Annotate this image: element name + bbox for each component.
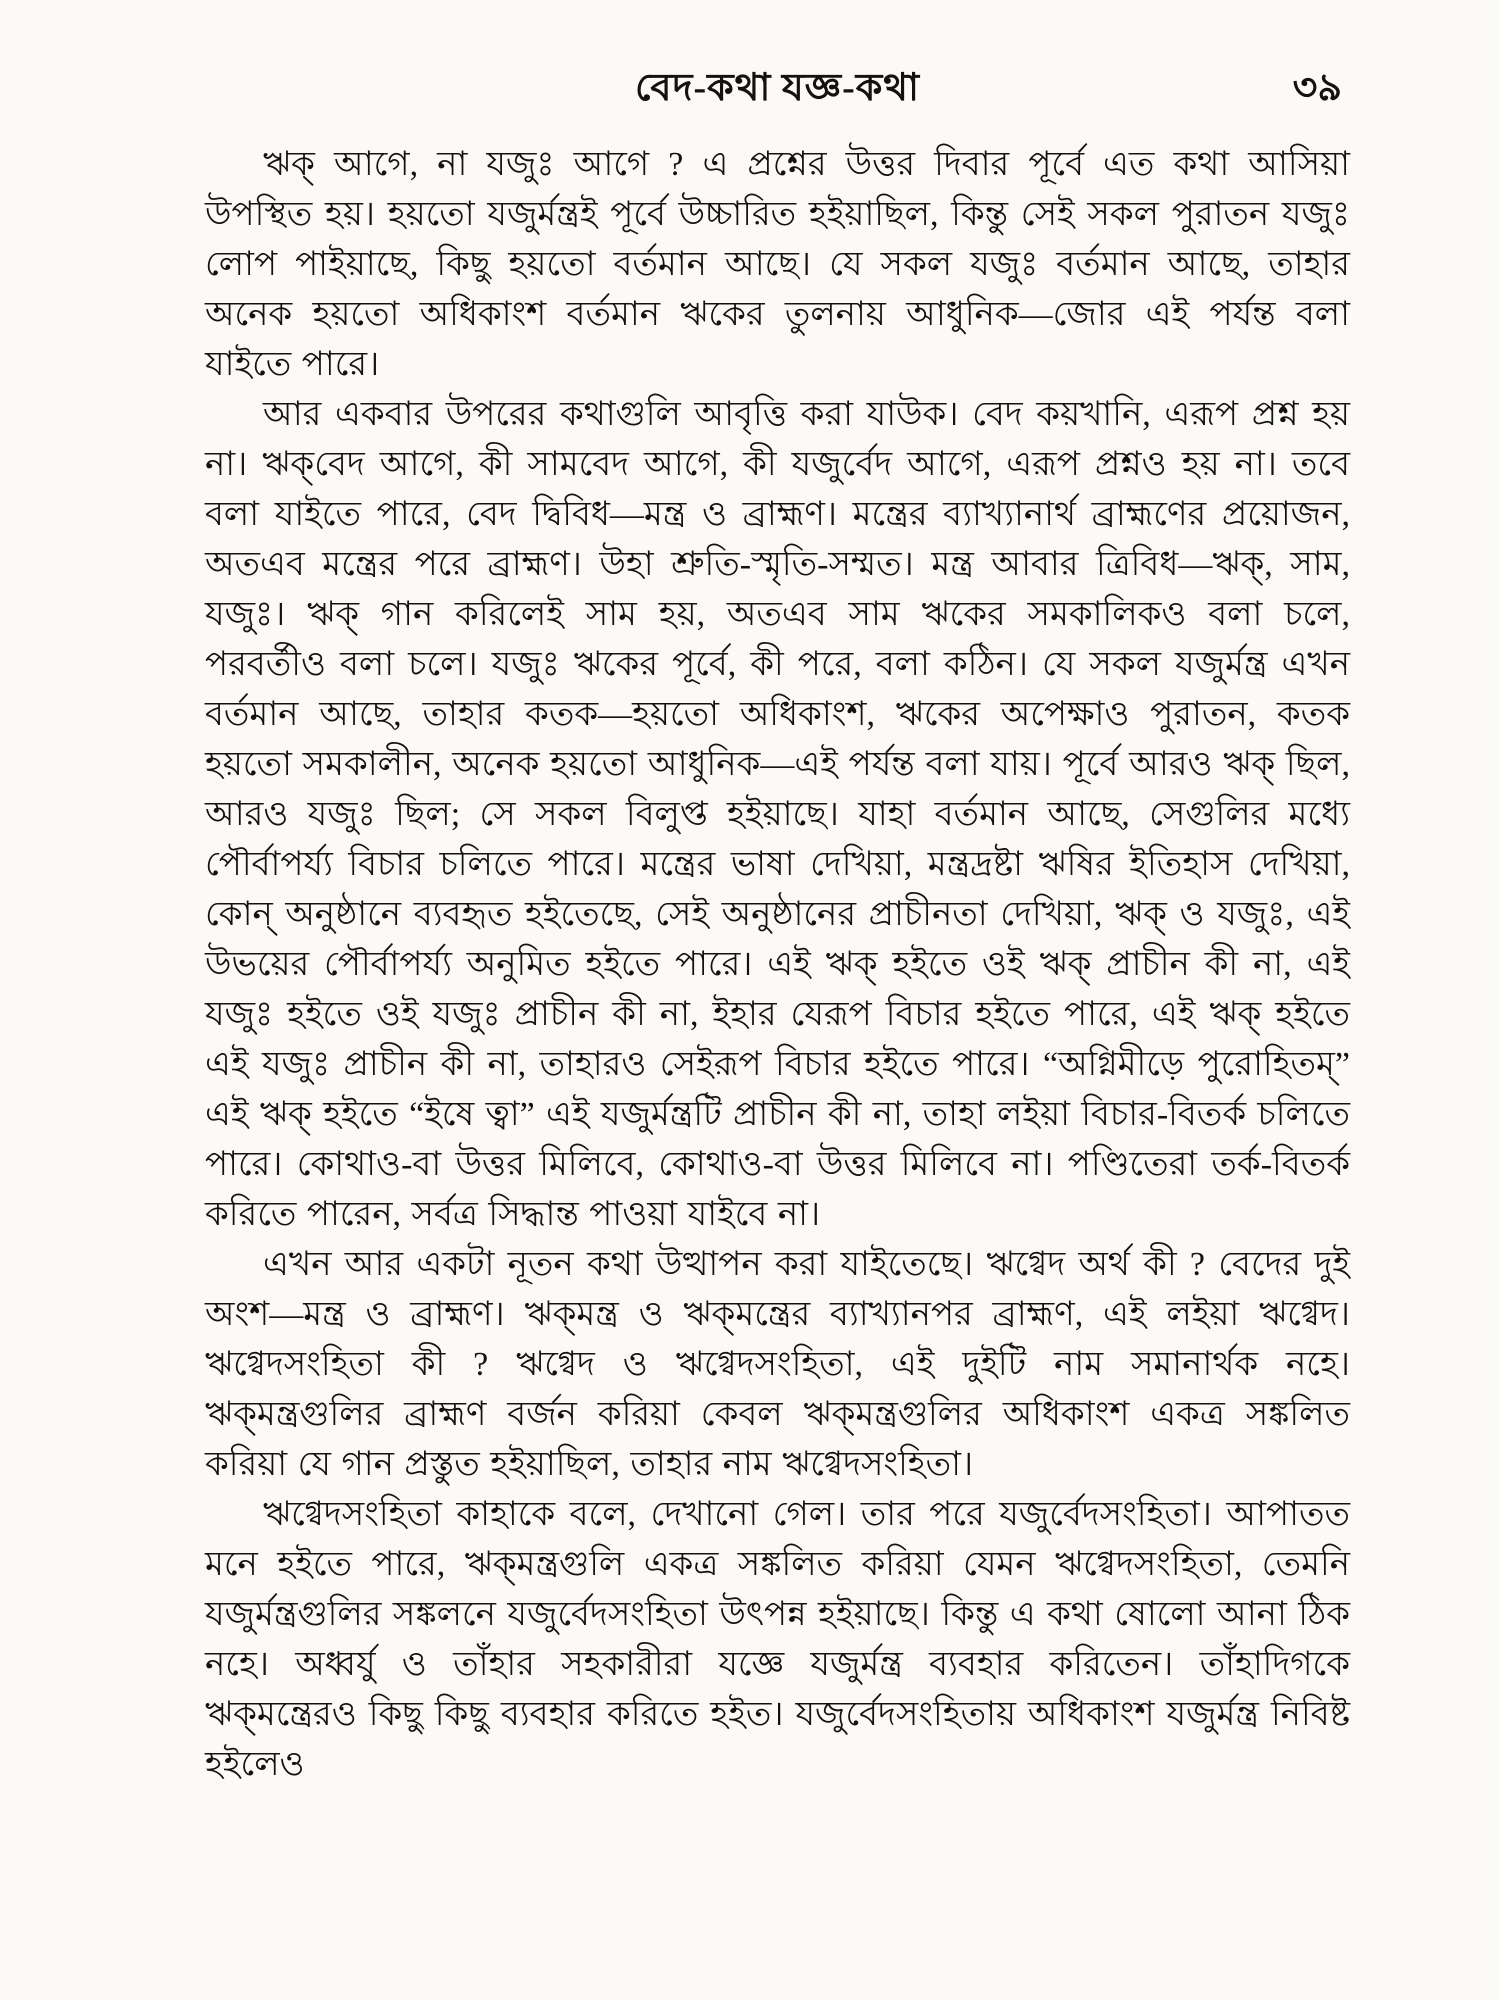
page-title: বেদ-কথা যজ্ঞ-কথা (634, 67, 921, 109)
page-body (205, 140, 1350, 1790)
paragraph: আর একবার উপরের কথাগুলি আবৃত্তি করা যাউক। বেদ কয়খানি, এরূপ প্রশ্ন হয় না। ঋক্‌বেদ আগে, কী সামবেদ আগে, কী যজুর্বেদ আগে, এরূপ প্রশ্নও হয় না। তবে বলা যাইতে পারে, বেদ দ্বিবিধ—মন্ত্র ও ব্রাহ্মণ। মন্ত্রের ব্যাখ্যানার্থ ব্রাহ্মণের প্রয়োজন, অতএব মন্ত্রের পরে ব্রাহ্মণ। উহা শ্রুতি-স্মৃতি-সম্মত। মন্ত্র আবার ত্রিবিধ—ঋক্, সাম, যজুঃ। ঋক্ গান করিলেই সাম হয়, অতএব সাম ঋকের সমকালিকও বলা চলে, পরবর্তীও বলা চলে। যজুঃ ঋকের পূর্বে, কী পরে, বলা কঠিন। যে সকল যজুর্মন্ত্র এখন বর্তমান আছে, তাহার কতক—হয়তো অধিকাংশ, ঋকের অপেক্ষাও পুরাতন, কতক হয়তো সমকালীন, অনেক হয়তো আধুনিক—এই পর্যন্ত বলা যায়। পূর্বে আরও ঋক্ ছিল, আরও যজুঃ ছিল; সে সকল বিলুপ্ত হইয়াছে। যাহা বর্তমান আছে, সেগুলির মধ্যে পৌর্বাপর্য্য বিচার চলিতে পারে। মন্ত্রের ভাষা দেখিয়া, মন্ত্রদ্রষ্টা ঋষির ইতিহাস দেখিয়া, কোন্ অনুষ্ঠানে ব্যবহৃত হইতেছে, সেই অনুষ্ঠানের প্রাচীনতা দেখিয়া, ঋক্ ও যজুঃ, এই উভয়ের পৌর্বাপর্য্য অনুমিত হইতে পারে। এই ঋক্ হইতে ওই ঋক্ প্রাচীন কী না, এই যজুঃ হইতে ওই যজুঃ প্রাচীন কী না, ইহার যেরূপ বিচার হইতে পারে, এই ঋক্ হইতে এই যজুঃ প্রাচীন কী না, তাহারও সেইরূপ বিচার হইতে পারে। “অগ্নিমীড়ে পুরোহিতম্” এই ঋক্ হইতে “ইষে ত্বা” এই যজুর্মন্ত্রটি প্রাচীন কী না, তাহা লইয়া বিচার-বিতর্ক চলিতে পারে। কোথাও-বা উত্তর মিলিবে, কোথাও-বা উত্তর মিলিবে না। পণ্ডিতেরা তর্ক-বিতর্ক করিতে পারেন, সর্বত্র সিদ্ধান্ত পাওয়া যাইবে না। (205, 396, 1350, 1233)
paragraph: এখন আর একটা নূতন কথা উত্থাপন করা যাইতেছে। ঋগ্বেদ অর্থ কী ? বেদের দুই অংশ—মন্ত্র ও ব্রাহ্মণ। ঋক্‌মন্ত্র ও ঋক্‌মন্ত্রের ব্যাখ্যানপর ব্রাহ্মণ, এই লইয়া ঋগ্বেদ। ঋগ্বেদসংহিতা কী ? ঋগ্বেদ ও ঋগ্বেদসংহিতা, এই দুইটি নাম সমানার্থক নহে। ঋক্‌মন্ত্রগুলির ব্রাহ্মণ বর্জন করিয়া কেবল ঋক্‌মন্ত্রগুলির অধিকাংশ একত্র সঙ্কলিত করিয়া যে গান প্রস্তুত হইয়াছিল, তাহার নাম ঋগ্বেদসংহিতা। (205, 1246, 1350, 1483)
paragraph: ঋগ্বেদসংহিতা কাহাকে বলে, দেখানো গেল। তার পরে যজুর্বেদসংহিতা। আপাতত মনে হইতে পারে, ঋক্‌মন্ত্রগুলি একত্র সঙ্কলিত করিয়া যেমন ঋগ্বেদসংহিতা, তেমনি যজুর্মন্ত্রগুলির সঙ্কলনে যজুর্বেদসংহিতা উৎপন্ন হইয়াছে। কিন্তু এ কথা ষোলো আনা ঠিক নহে। অধ্বর্যু ও তাঁহার সহকারীরা যজ্ঞে যজুর্মন্ত্র ব্যবহার করিতেন। তাঁহাদিগকে ঋক্‌মন্ত্রেরও কিছু কিছু ব্যবহার করিতে হইত। যজুর্বেদসংহিতায় অধিকাংশ যজুর্মন্ত্র নিবিষ্ট হইলেও (205, 1496, 1350, 1783)
paragraph: ঋক্ আগে, না যজুঃ আগে ? এ প্রশ্নের উত্তর দিবার পূর্বে এত কথা আসিয়া উপস্থিত হয়। হয়তো যজুর্মন্ত্রই পূর্বে উচ্চারিত হইয়াছিল, কিন্তু সেই সকল পুরাতন যজুঃ লোপ পাইয়াছে, কিছু হয়তো বর্তমান আছে। যে সকল যজুঃ বর্তমান আছে, তাহার অনেক হয়তো অধিকাংশ বর্তমান ঋকের তুলনায় আধুনিক—জোর এই পর্যন্ত বলা যাইতে পারে। (205, 146, 1350, 383)
page-number: ৩৯ (1292, 67, 1342, 109)
page-header (205, 58, 1350, 122)
